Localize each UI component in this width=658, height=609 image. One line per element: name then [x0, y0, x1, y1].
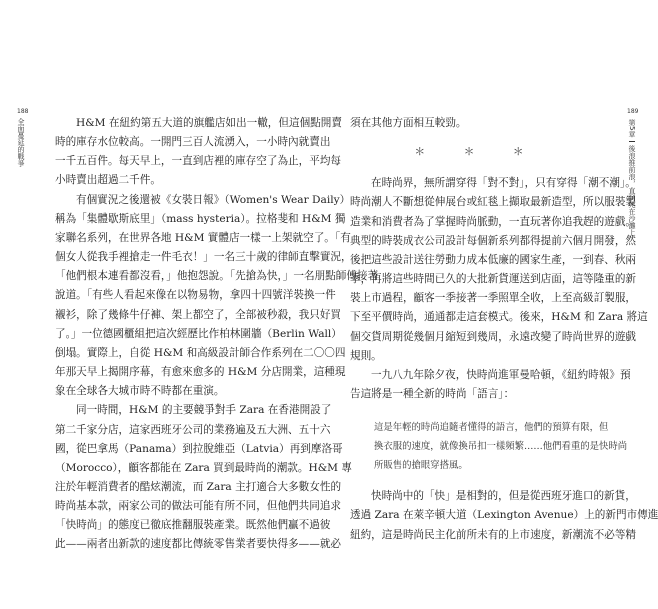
text-line: 造業和消費者為了掌握時尚脈動，一直玩著你追我趕的遊戲。	[350, 215, 637, 228]
section-separator: ＊ ＊ ＊	[414, 146, 538, 159]
right-page-number: 189	[627, 108, 639, 115]
text-line: 一九八九年除夕夜，快時尚進軍曼哈頓，《紐約時報》預	[371, 368, 631, 381]
text-line: H&M 在紐約第五大道的旗艦店如出一轍，但這個點開賣	[76, 117, 342, 129]
text-line: 此——兩者出新款的速度都比傳統零售業者要快得多——就必	[55, 538, 342, 551]
text-line: 時尚潮人不斷想從伸展台或紅毯上擷取最新造型，所以服裝製	[350, 196, 637, 209]
text-line: 在時尚界，無所謂穿得「對不對」，只有穿得「潮不潮」。	[371, 177, 636, 190]
text-line: 時的庫存水位較高。一開門三百人流湧入，一小時內就賣出	[55, 136, 331, 149]
left-page-number: 188	[17, 108, 29, 115]
text-line: （Morocco），顧客都能在 Zara 買到最時尚的潮款。H&M 專	[55, 461, 352, 474]
chapter-label: 第5章	[628, 119, 636, 138]
text-line: 後把這些設計送往勞動力成本低廉的國家生產，一到春、秋兩	[350, 253, 637, 266]
quote-line: 所販售的搶眼穿搭風。	[374, 460, 468, 472]
text-line: 「他們根本連看都沒看，」他抱怨說。「先搶為快，」一名朋點師傅接著	[55, 270, 379, 283]
text-line: 下至平價時尚，通通都走這套模式。後來，H&M 和 Zara 將這	[350, 311, 648, 324]
quote-line: 換衣服的速度，就像換吊扣一樣頻繁……他們看重的是快時尚	[374, 441, 628, 453]
text-line: 透過 Zara 在萊辛頓大道（Lexington Avenue）上的新門市傳進	[350, 509, 658, 522]
text-line: 注於年輕消費者的酷炫潮流，而 Zara 主打適合大多數女性的	[55, 480, 342, 493]
left-running-head: 全面蔓延的戰爭	[17, 118, 25, 167]
text-line: 個交貨周期從幾個月縮短到幾周，永遠改變了時尚世界的遊戲	[350, 330, 637, 343]
text-line: 第二千家分店，這家西班牙公司的業務遍及五大洲、五十六	[55, 423, 331, 436]
text-line: 典型的時裝成衣公司設計每個新系列都得提前六個月開發，然	[350, 234, 637, 247]
left-paragraph-3	[55, 401, 352, 554]
text-line: 告這將是一種全新的時尚「語言」：	[350, 388, 515, 401]
text-line: 須在其他方面相互較勁。	[350, 117, 467, 129]
text-line: 個女人從我手裡搶走一件毛衣！」一名三十歲的律師直擊實況，	[55, 251, 352, 264]
text-line: 快時尚中的「快」是相對的，但是從西班牙進口的新貨，	[371, 490, 636, 503]
quote-line: 這是年輕的時尚追隨者懂得的語言，他們的預算有限，但	[374, 422, 609, 434]
text-line: 一千五百件。每天早上，一直到店裡的庫存空了為止，平均每	[55, 155, 342, 168]
text-line: 倒塌。實際上，自從 H&M 和高級設計師合作系列在二〇〇四	[55, 346, 346, 359]
text-line: 裝上市過程，顧客一季接著一季照單全收，上至高級訂製服，	[350, 292, 637, 305]
text-line: 規則。	[350, 349, 382, 362]
text-line: 象在全球各大城市時不時都在重演。	[55, 385, 225, 398]
text-line: 紐約，這是時尚民主化前所未有的上市速度，新潮流不必等精	[350, 528, 637, 541]
block-quote	[350, 418, 628, 475]
text-line: 了。」一位德國櫃組把這次經歷比作柏林圍牆（Berlin Wall）	[55, 327, 342, 340]
text-line: 有個實況之後還被《女裝日報》（Women's Wear Daily）	[76, 193, 351, 206]
text-line: 國，從巴拿馬（Panama）到拉脫維亞（Latvia）再到摩洛哥	[55, 442, 343, 455]
right-paragraph-2	[350, 366, 631, 404]
continued-line	[350, 114, 602, 133]
text-line: 同一時間，H&M 的主要競爭對手 Zara 在香港開設了	[76, 404, 332, 417]
left-paragraph-1	[55, 114, 342, 191]
text-line: 說道。「有些人看起來像在以物易物，拿四十四號洋裝換一件	[55, 289, 336, 302]
text-line: 襯衫，除了幾條牛仔褲、架上都空了，全部被秒殺，我只好買	[55, 308, 342, 321]
text-line: 家聯名系列，在世界各地 H&M 實體店一樣一上架就空了。「有	[55, 231, 351, 244]
text-line: 時尚基本款，兩家公司的做法可能有所不同，但他們共同追求	[55, 500, 342, 513]
text-line: 季，再將這些時間已久的大批新貨運送到店面，這等隆重的新	[350, 273, 637, 286]
right-paragraph-3	[350, 487, 658, 544]
text-line: 年那天早上揭開序幕，有愈來愈多的 H&M 分店開業，這種現	[55, 366, 346, 379]
running-head-divider	[629, 141, 635, 142]
text-line: 稱為「集體歇斯底里」（mass hysteria）。拉格斐和 H&M 獨	[55, 212, 346, 225]
text-line: 「快時尚」的態度已徹底推翻服裝產業。既然他們贏不過彼	[55, 519, 331, 532]
text-line: 小時賣出超過二千件。	[55, 174, 161, 187]
right-running-head: 後浪推前浪，直到死在沙灘上	[628, 145, 636, 236]
